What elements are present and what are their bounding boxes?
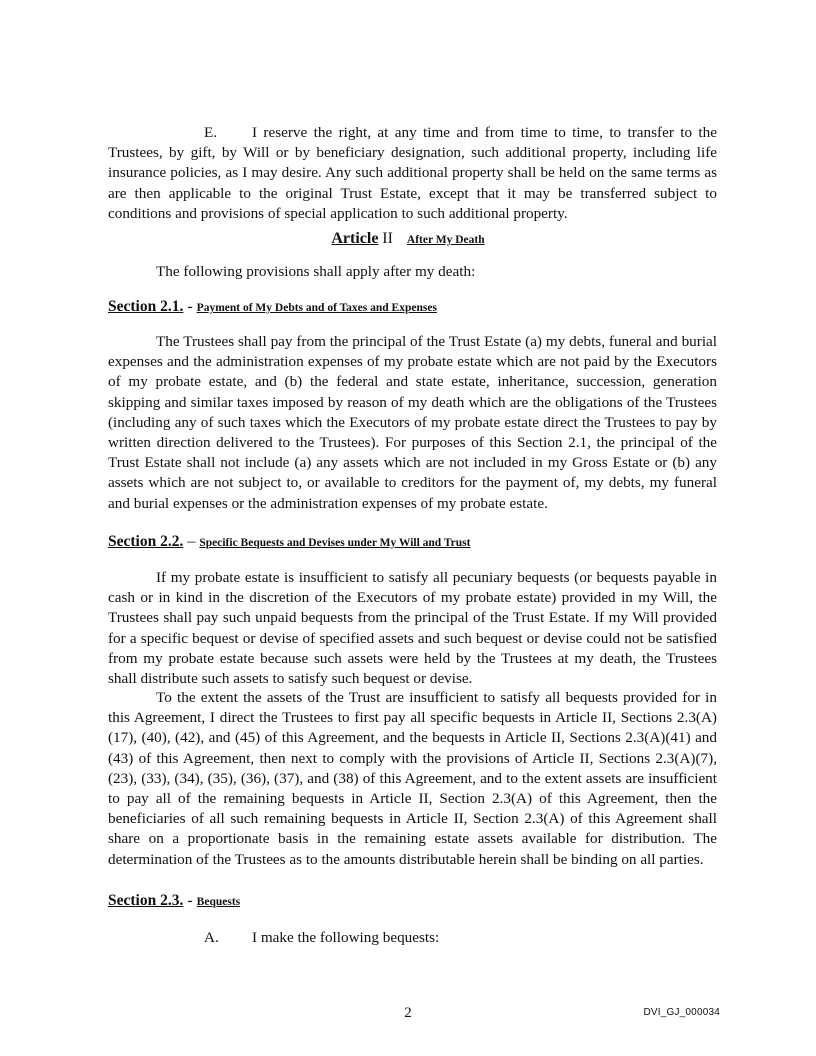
section-2-3-separator: - <box>183 892 197 909</box>
paragraph-e-text: I reserve the right, at any time and from time to time, to transfer to the Trustees, by gift, by Will or by beneficiary designation, such additional property, including life insurance policies, as I may desire. Any such additional property shall be held on the same terms as are then applicable to the original Trust Estate, except that it may be transferred subject to conditions and provisions of special application to such additional property. <box>108 124 717 222</box>
paragraph-e <box>108 123 717 224</box>
section-2-2-body-1: If my probate estate is insufficient to satisfy all pecuniary bequests (or bequests payable in cash or in kind in the discretion of the Executors of my probate estate) provided in my Will, the Trustees shall pay such unpaid bequests from the principal of the Trust Estate. If my Will provided for a specific bequest or devise of specified assets and such bequest or devise could not be satisfied from my probate estate because such assets were held by the Trustees at my death, the Trustees shall distribute such assets to satisfy such bequest or devise. <box>108 569 717 688</box>
section-2-2-separator: – <box>183 533 200 550</box>
section-2-2-number: Section 2.2. <box>108 533 184 550</box>
article-subtitle: After My Death <box>406 234 485 246</box>
section-2-1-heading <box>108 297 717 318</box>
page-number: 2 <box>404 1005 412 1021</box>
section-2-2-heading <box>108 532 717 553</box>
article-label: Article <box>331 230 379 247</box>
section-2-2-body-2: To the extent the assets of the Trust are insufficient to satisfy all bequests provided for in this Agreement, I direct the Trustees to first pay all specific bequests in Article II, Sections 2.3(A)(17), (40), (42), and (45) of this Agreement, and the bequests in Article II, Sections 2.3(A)(41) and (43) of this Agreement, then next to comply with the provisions of Article II, Sections 2.3(A)(7), (23), (33), (34), (35), (36), (37), and (38) of this Agreement, and to the extent assets are insufficient to pay all of the remaining bequests in Article II, Section 2.3(A) of this Agreement, then the beneficiaries of all such remaining bequests in Article II, Section 2.3(A) of this Agreement shall share on a proportionate basis in the remaining estate assets available for distribution. The determination of the Trustees as to the amounts distributable herein shall be binding on all parties. <box>108 689 717 868</box>
bates-number: DVI_GJ_000034 <box>643 1007 720 1018</box>
section-2-1-body: The Trustees shall pay from the principal of the Trust Estate (a) my debts, funeral and burial expenses and the administration expenses of my probate estate which are not paid by the Executors of my probate estate, and (b) the federal and state estate, inheritance, succession, generation skipping and similar taxes imposed by reason of my death which are the obligations of the Trustees (including any of such taxes which the Executors of my probate estate direct the Trustees to pay by written direction delivered to the Trustees). For purposes of this Section 2.1, the principal of the Trust Estate shall not include (a) any assets which are not included in my Gross Estate or (b) any assets which are not subject to, or available to creditors for the payment of, my debts, my funeral and burial expenses or the administration expenses of my probate estate. <box>108 333 717 512</box>
section-2-3-item-a-label: A. <box>204 929 219 946</box>
section-2-3-item-a <box>108 928 717 948</box>
section-2-3-heading <box>108 891 717 912</box>
section-2-3-item-a-text: I make the following bequests: <box>252 929 440 946</box>
section-2-2-title: Specific Bequests and Devises under My Will and Trust <box>199 537 471 549</box>
section-2-3-number: Section 2.3. <box>108 892 184 909</box>
article-heading <box>0 229 816 250</box>
section-2-3-title: Bequests <box>196 896 241 908</box>
article-intro: The following provisions shall apply after my death: <box>156 263 476 280</box>
paragraph-e-label: E. <box>204 124 218 141</box>
section-2-1-number: Section 2.1. <box>108 298 184 315</box>
article-number: II <box>382 230 393 247</box>
section-2-1-separator: - <box>183 298 197 315</box>
section-2-1-title: Payment of My Debts and of Taxes and Expenses <box>196 302 437 314</box>
